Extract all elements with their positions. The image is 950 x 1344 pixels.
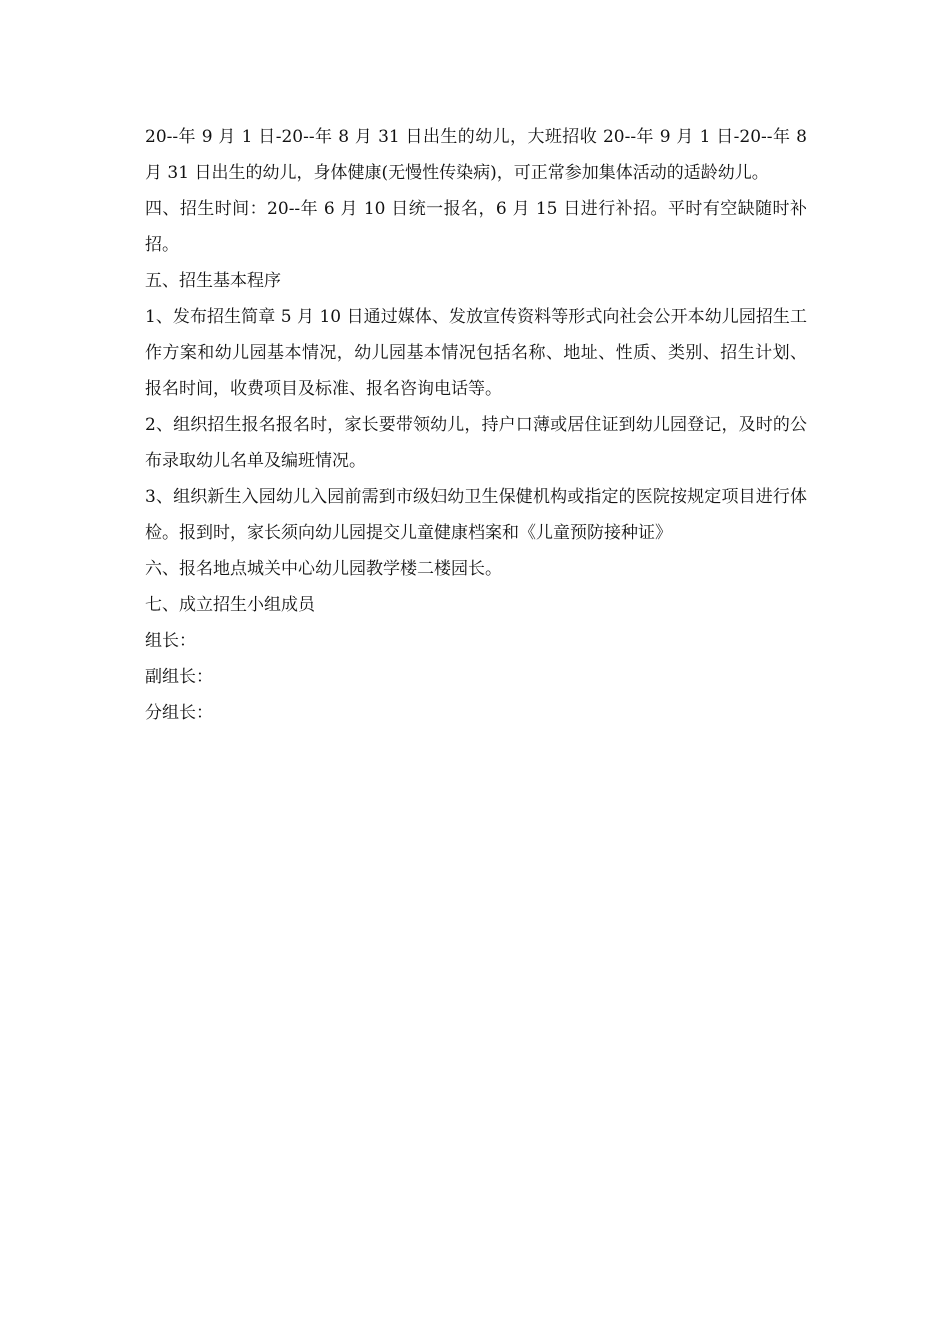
- committee-deputy-leader: 副组长：: [145, 667, 213, 687]
- committee-group-leader: 分组长：: [145, 703, 213, 723]
- procedure-step-1: 1、发布招生简章 5 月 10 日通过媒体、发放宣传资料等形式向社会公开本幼儿园招生工作方案和幼儿园基本情况，幼儿园基本情况包括名称、地址、性质、类别、招生计划、报名时间，收费项目及标准、报名咨询电话等。: [145, 307, 807, 399]
- procedure-heading: 五、招生基本程序: [145, 271, 281, 291]
- committee-leader: 组长：: [145, 631, 196, 651]
- document-body: [145, 119, 807, 731]
- committee-heading: 七、成立招生小组成员: [145, 595, 315, 615]
- procedure-step-3: 3、组织新生入园幼儿入园前需到市级妇幼卫生保健机构或指定的医院按规定项目进行体检。报到时，家长须向幼儿园提交儿童健康档案和《儿童预防接种证》: [145, 487, 807, 543]
- procedure-step-2: 2、组织招生报名报名时，家长要带领幼儿，持户口薄或居住证到幼儿园登记，及时的公布录取幼儿名单及编班情况。: [145, 415, 807, 471]
- age-requirement-paragraph: 20--年 9 月 1 日-20--年 8 月 31 日出生的幼儿，大班招收 20--年 9 月 1 日-20--年 8 月 31 日出生的幼儿，身体健康(无慢性传染病)，可正常参加集体活动的适龄幼儿。: [145, 127, 807, 183]
- enrollment-time-paragraph: 四、招生时间：20--年 6 月 10 日统一报名，6 月 15 日进行补招。平时有空缺随时补招。: [145, 199, 807, 255]
- registration-location-paragraph: 六、报名地点城关中心幼儿园教学楼二楼园长。: [145, 559, 502, 579]
